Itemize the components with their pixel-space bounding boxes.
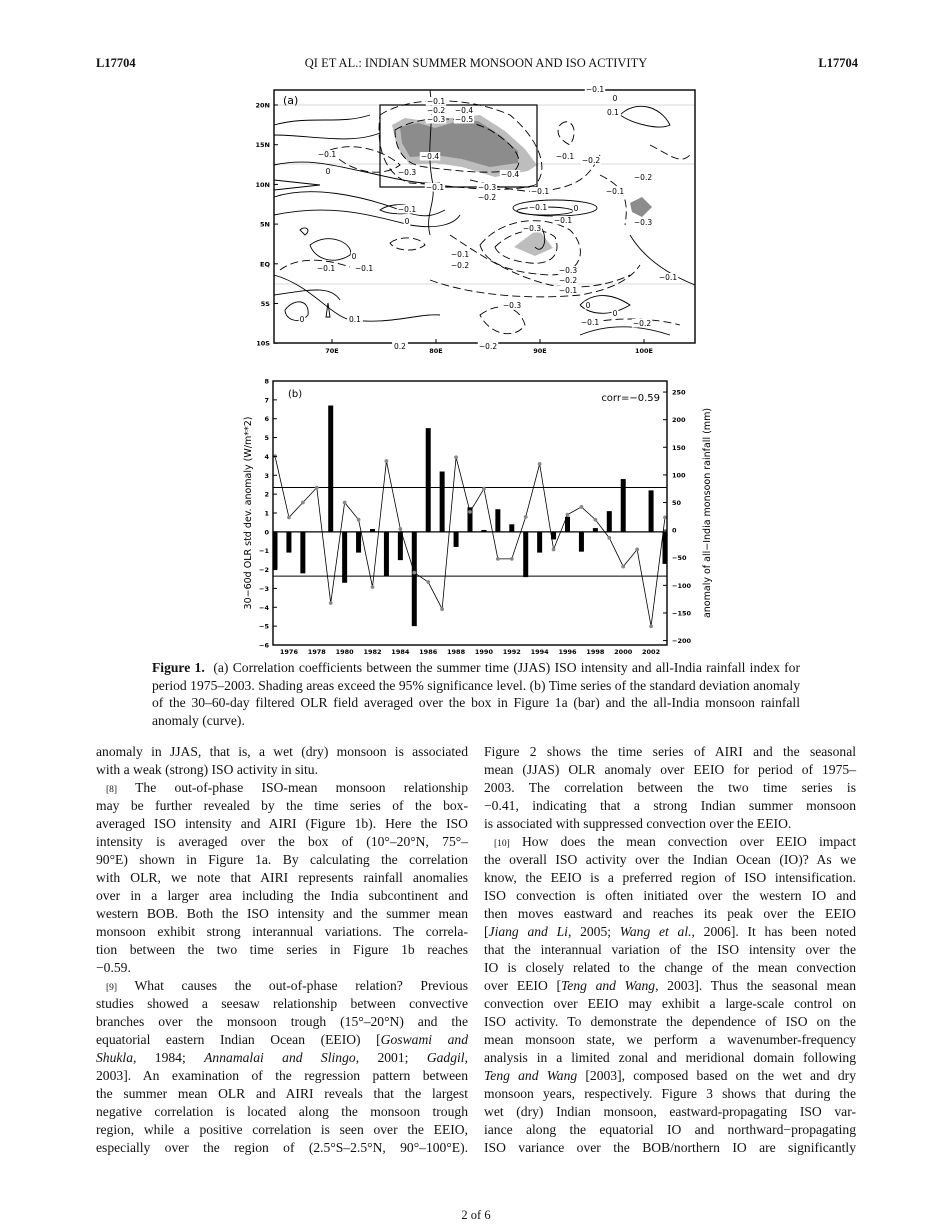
lon-tick-label: 80E xyxy=(429,347,443,355)
contour-label: −0.1 xyxy=(555,152,575,161)
citation-italic: Shukla xyxy=(96,1050,133,1065)
rainfall-point-1994 xyxy=(538,462,542,466)
left-tick-label: 0 xyxy=(264,528,269,537)
text-run: anomaly in JJAS, that is, a wet (dry) monsoon is associated xyxy=(96,744,468,759)
running-title: QI ET AL.: INDIAN SUMMER MONSOON AND ISO ACTIVITY xyxy=(304,56,648,70)
text-run: , 2001; xyxy=(355,1050,427,1065)
citation-italic: Gadgil xyxy=(426,1050,465,1065)
lon-tick-label: 90E xyxy=(533,347,547,355)
lat-tick-label: 5N xyxy=(260,220,270,229)
lat-tick-label: 10N xyxy=(255,180,270,189)
bar-2000 xyxy=(621,479,626,532)
bar-1994 xyxy=(537,532,542,553)
rainfall-point-1997 xyxy=(580,505,584,509)
rainfall-point-1979 xyxy=(329,601,333,605)
contour-label: 0 xyxy=(299,315,305,324)
year-tick-label: 1990 xyxy=(474,648,493,656)
text-line xyxy=(96,1121,468,1139)
contour-label: −0.1 xyxy=(585,85,605,94)
text-run: tion between the two time series in Figure 1b reaches xyxy=(96,942,468,957)
text-run: branches over the monsoon trough (15°–20°N) and the xyxy=(96,1014,468,1029)
text-line xyxy=(484,743,856,761)
contour-label: −0.5 xyxy=(454,115,474,124)
text-line xyxy=(96,851,468,869)
year-tick-label: 1978 xyxy=(307,648,326,656)
contour-label: −0.3 xyxy=(477,183,497,192)
contour-label: −0.1 xyxy=(553,216,573,225)
contour-label: −0.2 xyxy=(478,342,498,351)
contour-label: −0.2 xyxy=(581,156,601,165)
bar-2002 xyxy=(649,490,654,531)
text-run: 2003. The correlation between the two time series is xyxy=(484,780,856,795)
text-line xyxy=(484,815,856,833)
right-tick-label: −100 xyxy=(672,581,692,590)
text-line xyxy=(484,1139,856,1157)
rainfall-point-1981 xyxy=(357,518,361,522)
right-tick-label: 200 xyxy=(672,416,686,425)
text-run: −0.59. xyxy=(96,960,131,975)
text-line xyxy=(484,779,856,797)
text-line xyxy=(96,1139,468,1157)
text-line xyxy=(96,887,468,905)
text-run: [2003], composed based on the wet and dry xyxy=(577,1068,856,1083)
left-tick-label: 5 xyxy=(264,434,269,443)
text-run: monsoon years, respectively. Figure 3 shows that during the xyxy=(484,1086,856,1101)
text-line xyxy=(96,1085,468,1103)
text-line xyxy=(484,851,856,869)
bar-1999 xyxy=(607,511,612,532)
figure-1b-chart xyxy=(230,370,720,660)
text-line xyxy=(484,833,856,851)
lon-tick-label: 100E xyxy=(634,347,654,355)
year-tick-label: 1984 xyxy=(391,648,410,656)
rainfall-point-1992 xyxy=(510,557,514,561)
contour-label: −0.1 xyxy=(658,273,678,282)
right-tick-label: −50 xyxy=(672,554,687,563)
citation-italic: Teng and Wang xyxy=(560,978,656,993)
bar-1985 xyxy=(412,532,417,626)
text-run: −0.41, indicating that a strong Indian summer monsoon xyxy=(484,798,856,813)
text-line xyxy=(484,761,856,779)
contour-label: −0.1 xyxy=(580,318,600,327)
citation-italic: Jiang and Li xyxy=(488,924,568,939)
text-line xyxy=(484,923,856,941)
left-tick-label: −2 xyxy=(259,566,269,575)
figure-1a-map xyxy=(250,85,700,360)
lat-tick-label: 20N xyxy=(255,101,270,110)
text-line xyxy=(96,1049,468,1067)
left-tick-label: −3 xyxy=(259,584,269,593)
text-run: , 1984; xyxy=(133,1050,205,1065)
text-run: studies showed a seesaw relationship between convective xyxy=(96,996,468,1011)
contour-label: −0.2 xyxy=(450,261,470,270)
contour-label: 0 xyxy=(351,252,357,261)
text-run: mean monsoon state, we perform a wavenumber-frequency xyxy=(484,1032,856,1047)
paragraph-number: [9] xyxy=(106,983,118,993)
text-run: negative correlation is located along the monsoon trough xyxy=(96,1104,468,1119)
y-axis-title-left: 30−60d OLR std dev. anomaly (W/m**2) xyxy=(243,416,254,610)
rainfall-point-1987 xyxy=(440,607,444,611)
bar-1976 xyxy=(286,532,291,553)
rainfall-point-2000 xyxy=(621,565,625,569)
bar-1992 xyxy=(509,524,514,532)
text-run: , 2003]. Thus the seasonal mean xyxy=(655,978,856,993)
rainfall-point-1986 xyxy=(426,580,430,584)
left-tick-label: 2 xyxy=(264,490,269,499)
text-line xyxy=(96,1031,468,1049)
right-tick-label: 50 xyxy=(672,499,682,508)
text-line xyxy=(96,923,468,941)
contour-label: 0 xyxy=(612,309,618,318)
citation-italic: Teng and Wang xyxy=(484,1068,578,1083)
paragraph-number: [8] xyxy=(106,785,118,795)
contour-label: 0 xyxy=(404,217,410,226)
citation-italic: Annamalai and Slingo xyxy=(204,1050,356,1065)
rainfall-point-1995 xyxy=(552,548,556,552)
panel-label-a: (a) xyxy=(283,94,299,107)
contour-label: −0.1 xyxy=(425,183,445,192)
rainfall-point-1989 xyxy=(468,510,472,514)
text-run: mean (JJAS) OLR anomaly over EEIO for period of 1975– xyxy=(484,762,856,777)
left-tick-label: −6 xyxy=(259,641,269,650)
text-line xyxy=(484,905,856,923)
bar-1991 xyxy=(495,509,500,532)
text-run: over EEIO [ xyxy=(484,978,561,993)
contour-label: −0.1 xyxy=(558,286,578,295)
text-run: analysis in a limited zonal and meridional domain following xyxy=(484,1050,856,1065)
contour-label: −0.3 xyxy=(522,224,542,233)
contour-label: −0.3 xyxy=(426,115,446,124)
contour-label: −0.1 xyxy=(397,205,417,214)
text-line xyxy=(484,1067,856,1085)
text-run: equatorial eastern Indian Ocean (EEIO) [ xyxy=(96,1032,381,1047)
text-run: western BOB. Both the ISO intensity and the summer mean xyxy=(96,906,468,921)
text-run: with OLR, we note that AIRI represents rainfall anomalies xyxy=(96,870,468,885)
rainfall-point-1983 xyxy=(385,459,389,463)
text-run: 2003]. An examination of the regression pattern between xyxy=(96,1068,468,1083)
rainfall-point-1982 xyxy=(371,585,375,589)
bar-1980 xyxy=(342,532,347,583)
text-line xyxy=(96,959,468,977)
contour-label: −0.1 xyxy=(528,203,548,212)
bar-1987 xyxy=(440,472,445,532)
text-line xyxy=(96,1013,468,1031)
article-id-right: L17704 xyxy=(818,56,858,70)
left-tick-label: 7 xyxy=(264,396,269,405)
rainfall-point-1999 xyxy=(607,536,611,540)
left-tick-label: 6 xyxy=(264,415,269,424)
contour-label: 0 xyxy=(573,204,579,213)
contour-label: −0.3 xyxy=(502,301,522,310)
text-line xyxy=(96,869,468,887)
lat-tick-label: 15N xyxy=(255,141,270,150)
contour-label: 0.2 xyxy=(394,342,406,351)
text-run: 90°E) shown in Figure 1a. By calculating the correlation xyxy=(96,852,468,867)
figure-caption xyxy=(152,659,800,729)
text-line xyxy=(484,1085,856,1103)
bar-1983 xyxy=(384,532,389,576)
bar-1993 xyxy=(523,532,528,577)
rainfall-point-1978 xyxy=(315,486,319,490)
text-run: How does the mean convection over EEIO impact xyxy=(509,834,856,849)
left-tick-label: −1 xyxy=(259,547,269,556)
contour-label: −0.4 xyxy=(420,152,440,161)
left-tick-label: 1 xyxy=(264,509,269,518)
text-run: , 2005; xyxy=(567,924,620,939)
contour-label: −0.2 xyxy=(633,173,653,182)
contour-label: −0.1 xyxy=(354,264,374,273)
text-run: ISO convection is often initiated over the western IO and xyxy=(484,888,856,903)
left-tick-label: 3 xyxy=(264,471,269,480)
contour-label: −0.1 xyxy=(316,264,336,273)
contour-label: −0.1 xyxy=(317,150,337,159)
rainfall-point-1976 xyxy=(287,516,291,520)
contour-label: −0.3 xyxy=(397,168,417,177)
contour-label: −0.3 xyxy=(558,266,578,275)
text-run: then moves eastward and reaches its peak over the EEIO xyxy=(484,906,856,921)
citation-italic: Goswami and xyxy=(380,1032,468,1047)
text-line xyxy=(484,995,856,1013)
contour-label: 0.1 xyxy=(349,315,361,324)
rainfall-point-2002 xyxy=(649,624,653,628)
text-line xyxy=(96,941,468,959)
contour-label: −0.1 xyxy=(426,97,446,106)
page-number: 2 of 6 xyxy=(461,1208,491,1222)
bar-1979 xyxy=(328,406,333,532)
text-run: What causes the out-of-phase relation? Previous xyxy=(117,978,468,993)
text-line xyxy=(96,977,468,995)
text-run: The out-of-phase ISO-mean monsoon relationship xyxy=(117,780,468,795)
bar-1981 xyxy=(356,532,361,553)
text-run: IO is closely related to the change of the mean convection xyxy=(484,960,856,975)
text-run: intensity is averaged over the box of (10°–20°N, 75°– xyxy=(96,834,468,849)
rainfall-point-1980 xyxy=(343,501,347,505)
citation-italic: Wang et al. xyxy=(619,924,692,939)
contour-label: 0.1 xyxy=(607,108,619,117)
rainfall-point-1998 xyxy=(593,518,597,522)
text-run: is associated with suppressed convection over the EEIO. xyxy=(484,816,792,831)
text-run: know, the EEIO is a preferred region of ISO intensification. xyxy=(484,870,856,885)
text-line xyxy=(484,941,856,959)
year-tick-label: 1998 xyxy=(586,648,605,656)
article-id-left: L17704 xyxy=(96,56,136,70)
text-run: wet (dry) Indian monsoon, eastward-propagating ISO var- xyxy=(484,1104,856,1119)
text-run: Figure 2 shows the time series of AIRI and the seasonal xyxy=(484,744,856,759)
rainfall-point-1996 xyxy=(566,513,570,517)
text-line xyxy=(484,1013,856,1031)
text-run: the summer mean OLR and AIRI reveals that the largest xyxy=(96,1086,468,1101)
paragraph-number: [10] xyxy=(494,839,510,849)
text-run: with a weak (strong) ISO activity in situ. xyxy=(96,762,318,777)
text-line xyxy=(484,977,856,995)
contour-label: −0.4 xyxy=(500,170,520,179)
contour-label: 0 xyxy=(612,94,618,103)
rainfall-point-1990 xyxy=(482,487,486,491)
lat-tick-label: 5S xyxy=(260,300,270,308)
text-run: averaged ISO intensity and AIRI (Figure 1b). Here the ISO xyxy=(96,816,468,831)
contour-label: −0.2 xyxy=(426,106,446,115)
right-tick-label: −150 xyxy=(672,609,692,618)
text-run: ISO activity. To demonstrate the dependence of ISO on the xyxy=(484,1014,856,1029)
year-tick-label: 1976 xyxy=(279,648,298,656)
rainfall-point-1991 xyxy=(496,557,500,561)
rainfall-curve-line xyxy=(275,456,665,626)
text-line xyxy=(96,779,468,797)
lat-tick-label: 10S xyxy=(256,339,270,348)
bar-1986 xyxy=(426,428,431,532)
year-tick-label: 1980 xyxy=(335,648,354,656)
year-tick-label: 1996 xyxy=(558,648,577,656)
text-run: [ xyxy=(484,924,489,939)
text-run: ISO variance over the BOB/northern IO are significantly xyxy=(484,1140,856,1155)
text-line xyxy=(484,1103,856,1121)
correlation-annotation: corr=−0.59 xyxy=(601,393,660,404)
bar-1977 xyxy=(300,532,305,573)
left-tick-label: 4 xyxy=(264,452,269,461)
year-tick-label: 1982 xyxy=(363,648,382,656)
year-tick-label: 1988 xyxy=(447,648,466,656)
right-tick-label: −200 xyxy=(672,637,692,646)
text-line xyxy=(96,833,468,851)
contour-label: 0 xyxy=(585,301,591,310)
text-run: especially over the region of (2.5°S–2.5°N, 90°–100°E). xyxy=(96,1140,468,1155)
text-line xyxy=(96,761,468,779)
text-run: region, while a positive correlation is seen over the EEIO, xyxy=(96,1122,468,1137)
contour-label: −0.1 xyxy=(450,250,470,259)
text-line xyxy=(96,743,468,761)
text-run: that the interannual variation of the ISO intensity over the xyxy=(484,942,856,957)
lon-tick-label: 70E xyxy=(325,347,339,355)
text-line xyxy=(484,887,856,905)
contour-label: −0.1 xyxy=(605,187,625,196)
text-line xyxy=(484,869,856,887)
text-line xyxy=(96,815,468,833)
contour-label: −0.2 xyxy=(558,276,578,285)
rainfall-point-1984 xyxy=(398,527,402,531)
contour-label: 0 xyxy=(325,167,331,176)
caption-text: (a) Correlation coefficients between the summer time (JJAS) ISO intensity and all-India rainfall index for period 1975–2003. Shading areas exceed the 95% significance level. (b) Time series of the standard deviation anomaly of the 30–60-day filtered OLR field averaged over the box in Figure 1a (bar) and the all-India monsoon rainfall anomaly (curve). xyxy=(152,660,801,728)
contour-label: −0.4 xyxy=(454,106,474,115)
bar-1997 xyxy=(579,532,584,552)
year-tick-label: 1994 xyxy=(530,648,549,656)
bar-1988 xyxy=(454,532,459,547)
contour-label: −0.3 xyxy=(633,218,653,227)
lat-tick-label: EQ xyxy=(260,260,270,269)
text-line xyxy=(484,1031,856,1049)
rainfall-point-1993 xyxy=(524,515,528,519)
text-line xyxy=(484,1121,856,1139)
rainfall-point-1985 xyxy=(412,571,416,575)
text-run: may be further revealed by the time series of the box- xyxy=(96,798,468,813)
text-run: convection over EEIO may exhibit a large-scale control on xyxy=(484,996,856,1011)
left-tick-label: −5 xyxy=(259,622,269,631)
text-line xyxy=(96,1103,468,1121)
text-line xyxy=(484,1049,856,1067)
rainfall-point-2001 xyxy=(635,548,639,552)
contour-label: −0.2 xyxy=(632,319,652,328)
bar-1984 xyxy=(398,532,403,560)
year-tick-label: 1992 xyxy=(502,648,521,656)
text-run: over in a larger area including the India subcontinent and xyxy=(96,888,468,903)
right-tick-label: 0 xyxy=(672,526,677,535)
text-line xyxy=(96,995,468,1013)
text-run: , xyxy=(464,1050,468,1065)
text-line xyxy=(96,1067,468,1085)
contour-label: −0.2 xyxy=(477,193,497,202)
year-tick-label: 2002 xyxy=(642,648,661,656)
text-run: , 2006]. It has been noted xyxy=(691,924,856,939)
y-axis-title-right: anomaly of all−India monsoon rainfall (mm) xyxy=(702,407,713,619)
rainfall-point-1977 xyxy=(301,501,305,505)
left-tick-label: −4 xyxy=(259,603,269,612)
contour-label: −0.1 xyxy=(530,187,550,196)
text-run: the overall ISO activity over the Indian Ocean (IO)? As we xyxy=(484,852,856,867)
right-tick-label: 150 xyxy=(672,443,686,452)
right-tick-label: 100 xyxy=(672,471,686,480)
text-line xyxy=(484,959,856,977)
text-run: monsoon exhibit strong interannual variations. The correla- xyxy=(96,924,468,939)
panel-label-b: (b) xyxy=(288,389,303,400)
text-line xyxy=(484,797,856,815)
left-tick-label: 8 xyxy=(264,377,269,386)
rainfall-point-1988 xyxy=(454,455,458,459)
right-tick-label: 250 xyxy=(672,388,686,397)
text-run: iance along the equatorial IO and northward−propagating xyxy=(484,1122,856,1137)
year-tick-label: 1986 xyxy=(419,648,438,656)
text-line xyxy=(96,797,468,815)
year-tick-label: 2000 xyxy=(614,648,633,656)
caption-label: Figure 1. xyxy=(152,660,205,675)
text-line xyxy=(96,905,468,923)
